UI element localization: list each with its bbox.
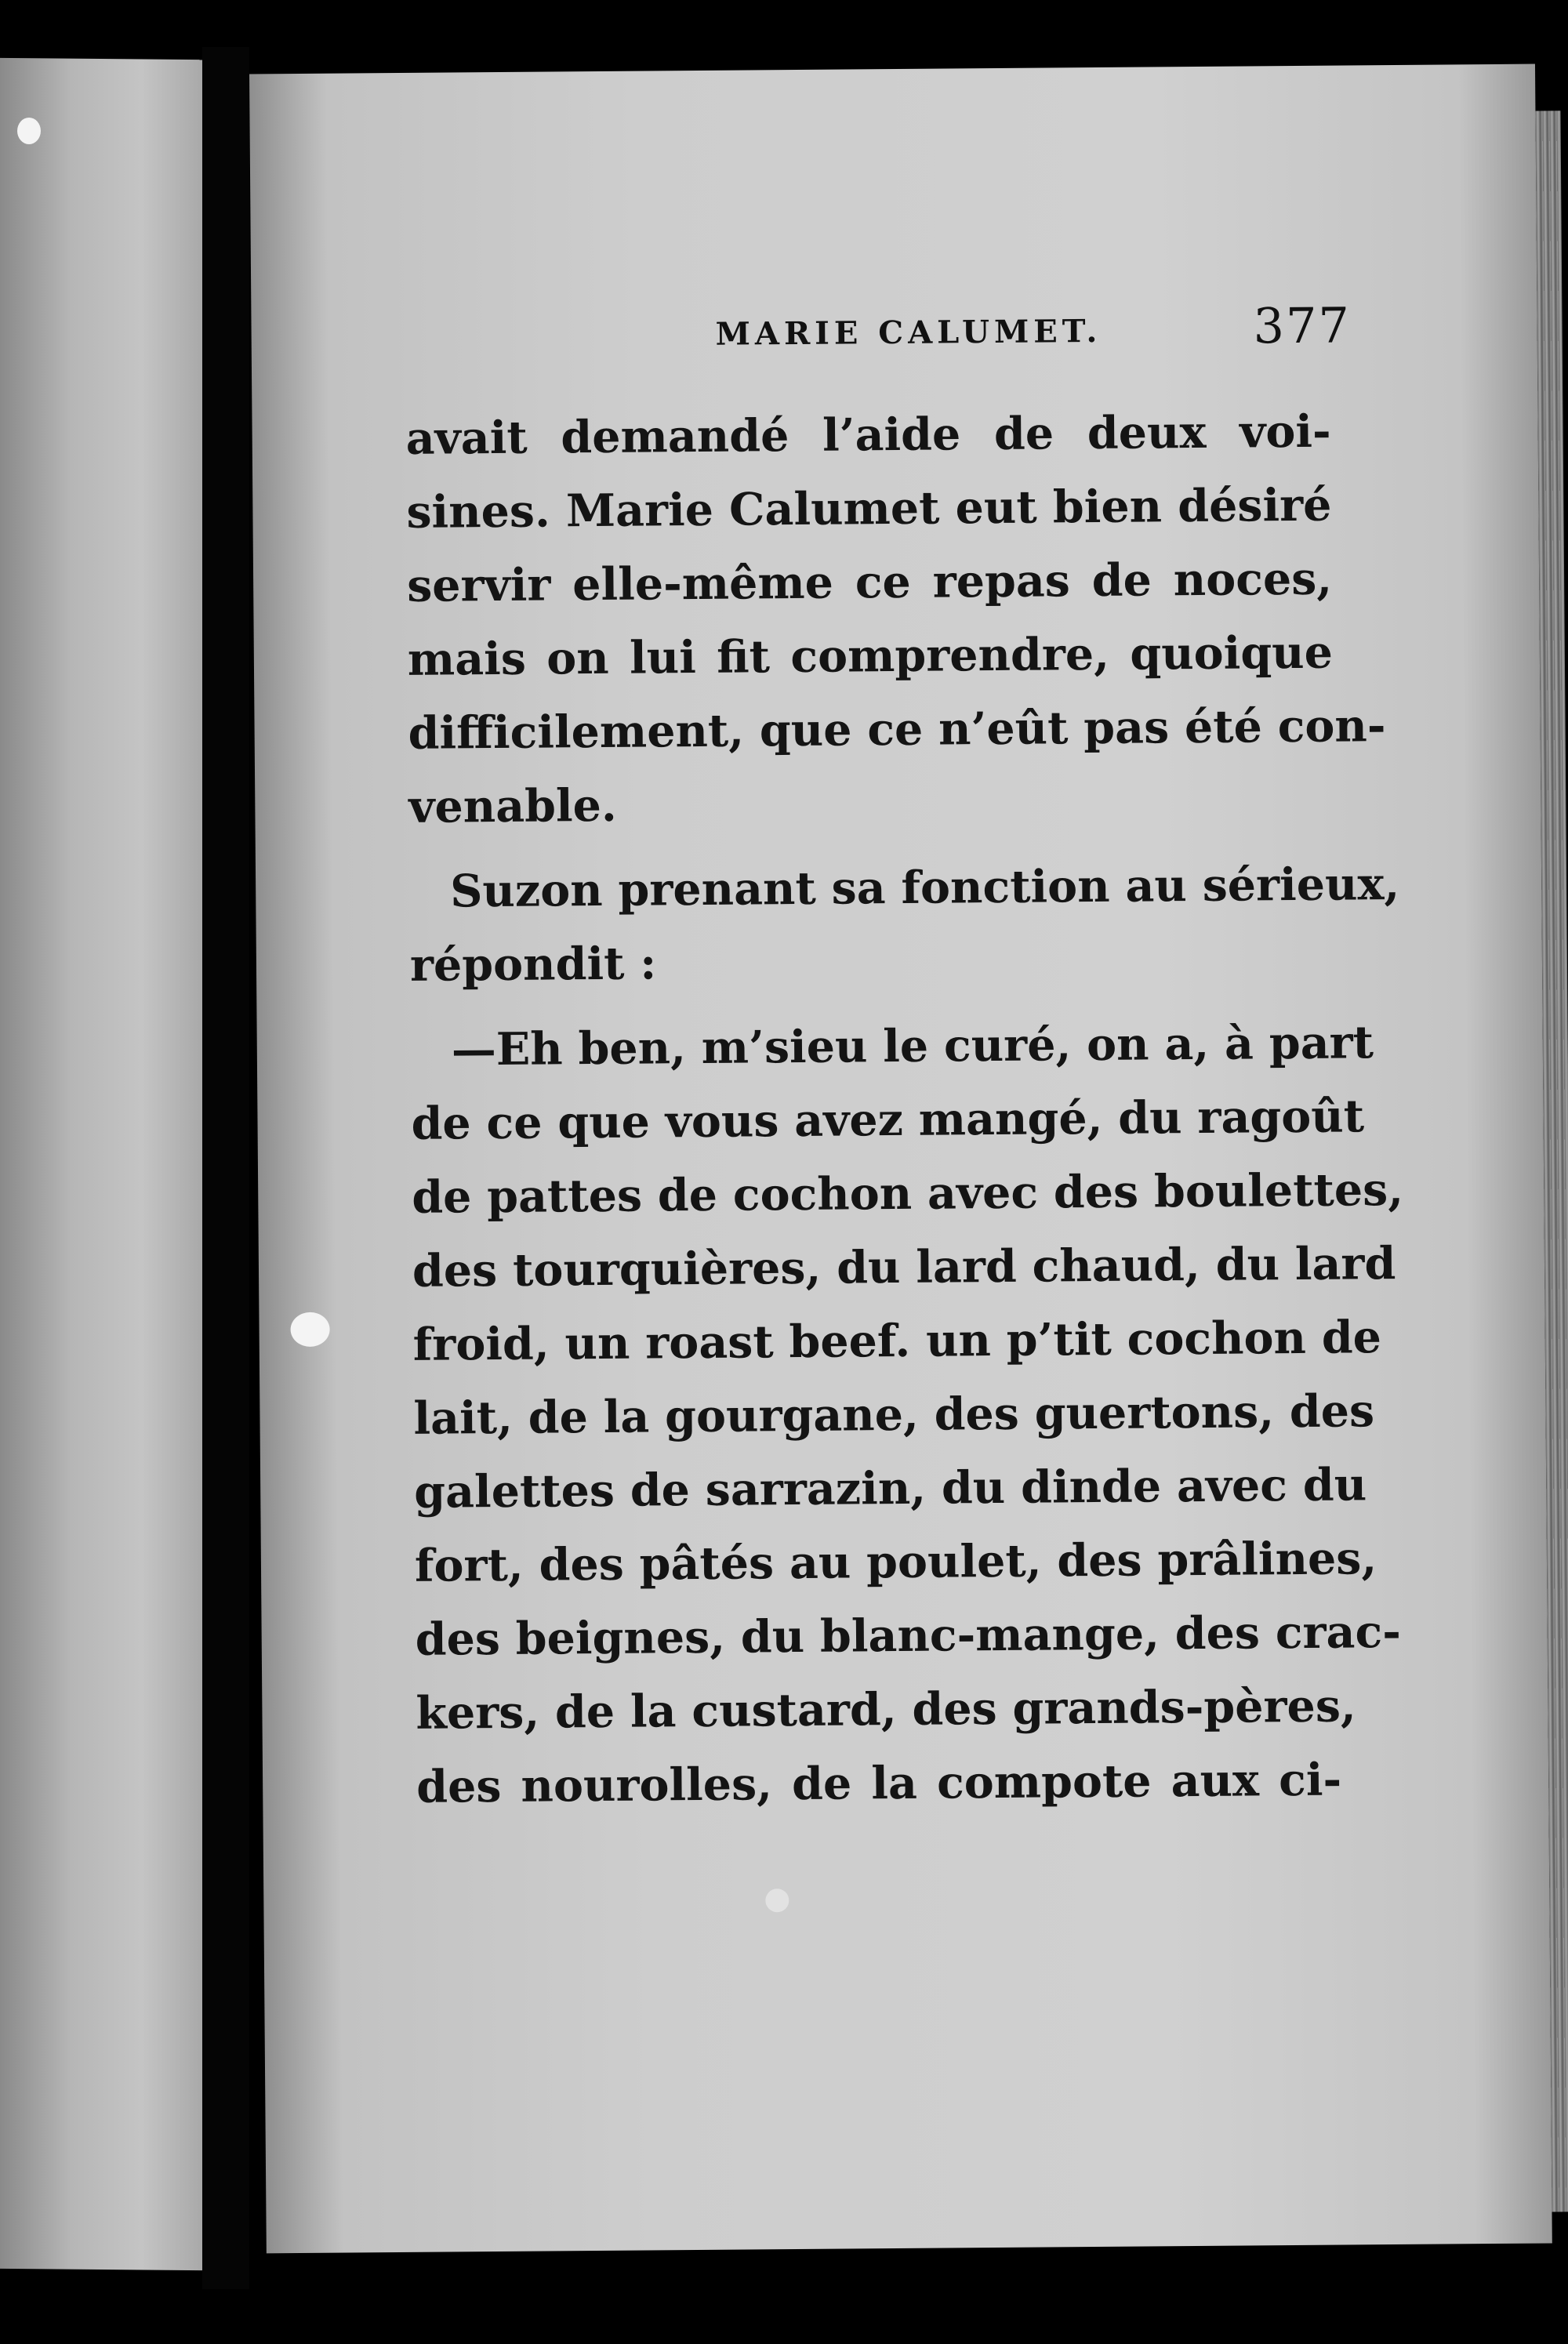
book-page (249, 64, 1552, 2254)
text-line: de ce que vous avez mangé, du ragoût (411, 1090, 1365, 1150)
body-text (405, 395, 1404, 1824)
text-line: Suzon prenant sa fonction au sérieux, (449, 857, 1400, 918)
text-line: venable. (408, 778, 618, 833)
text-line: fort, des pâtés au poulet, des prâlines, (414, 1532, 1377, 1592)
text-line: kers, de la custard, des grands-pères, (416, 1679, 1356, 1740)
paper-speck (290, 1312, 329, 1347)
paper-speck (17, 118, 41, 144)
book-gutter (202, 47, 249, 2289)
page-number: 377 (1253, 296, 1352, 355)
text-line: répondit : (409, 937, 657, 992)
text-line: froid, un roast beef. un p’tit cochon de (412, 1311, 1382, 1371)
text-line: servir elle-même ce repas de noces, (406, 552, 1333, 612)
text-line: mais on lui fit comprendre, quoique (407, 626, 1334, 686)
text-line: sines. Marie Calumet eut bien désiré (406, 478, 1332, 539)
text-line: de pattes de cochon avec des boulettes, (412, 1163, 1404, 1224)
page-stack-edge (1535, 111, 1568, 2212)
paper-speck (765, 1889, 789, 1912)
running-title: MARIE CALUMET. (715, 312, 1102, 353)
previous-page-edge (0, 58, 202, 2270)
text-line: lait, de la gourgane, des guertons, des (413, 1384, 1375, 1445)
text-line: —Eh ben, m’sieu le curé, on a, à part (451, 1016, 1374, 1076)
text-line: galettes de sarrazin, du dinde avec du (413, 1458, 1367, 1519)
text-line: des beignes, du blanc-mange, des crac- (415, 1605, 1402, 1666)
text-line: avait demandé l’aide de deux voi- (405, 405, 1331, 465)
text-line: des nourolles, de la compote aux ci- (416, 1753, 1342, 1813)
text-line: difficilement, que ce n’eût pas été con- (408, 699, 1386, 760)
text-line: des tourquières, du lard chaud, du lard (412, 1237, 1396, 1297)
running-head (251, 296, 1537, 368)
